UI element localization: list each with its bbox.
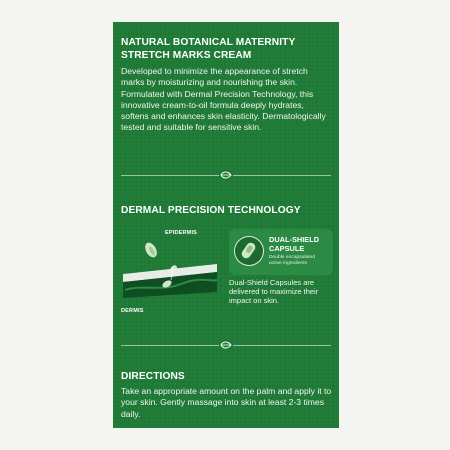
section-title-directions: DIRECTIONS xyxy=(121,371,185,382)
capsule-title-line2: CAPSULE xyxy=(269,243,305,253)
directions-text: Take an appropriate amount on the palm and apply it to your skin. Gently massage into skin at least 2-3 times daily. xyxy=(121,386,332,419)
capsule-icon xyxy=(234,236,264,266)
product-description: Developed to minimize the appearance of stretch marks by moisturizing and nourishing the skin. Formulated with Dermal Precision Technology, this innovative cream-to-oil formula deeply hydrates, softens and enhances skin elasticity. Dermatologically tested and suitable for sensitive skin. xyxy=(121,66,326,133)
leaf-icon xyxy=(219,170,233,180)
product-title-line1: NATURAL BOTANICAL MATERNITY xyxy=(121,37,296,48)
leaf-icon xyxy=(219,340,233,350)
label-epidermis: EPIDERMIS xyxy=(165,230,198,236)
product-title-line2: STRETCH MARKS CREAM xyxy=(121,50,252,61)
product-info-panel xyxy=(113,22,339,428)
label-dermis: DERMIS xyxy=(121,308,144,314)
capsule-sub-line2: active ingredients xyxy=(269,261,308,266)
dual-shield-capsule-badge xyxy=(229,229,333,275)
capsule-sub-line1: Double encapsulated xyxy=(269,255,315,260)
capsule-description: Dual-Shield Capsules are delivered to maximize their impact on skin. xyxy=(229,278,319,306)
skin-layers-diagram xyxy=(121,262,219,302)
section-title-dermal: DERMAL PRECISION TECHNOLOGY xyxy=(121,205,301,216)
capsule-title-line1: DUAL-SHIELD xyxy=(269,235,320,244)
